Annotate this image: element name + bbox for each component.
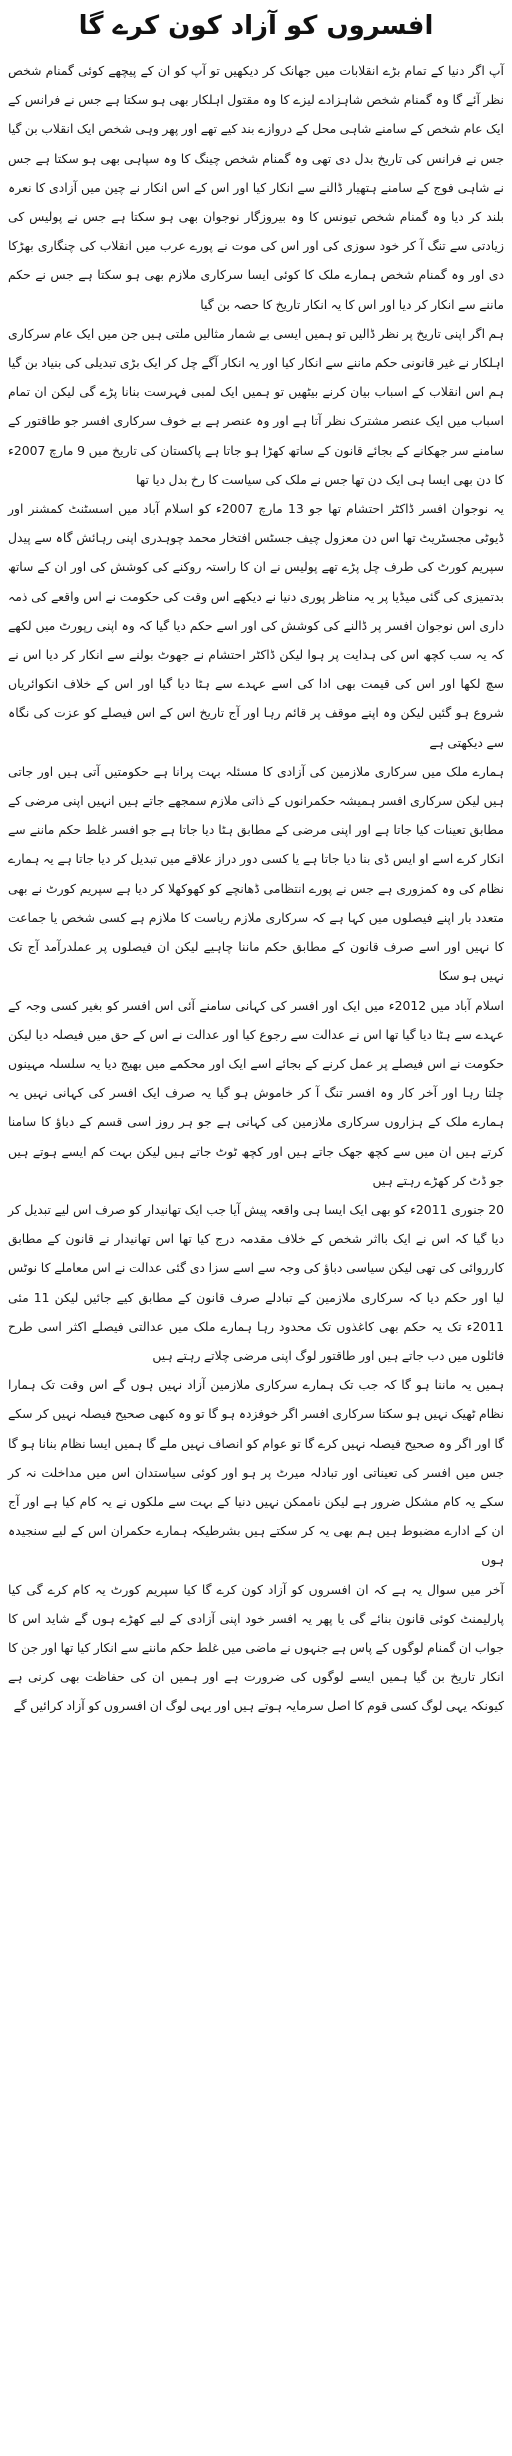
article-paragraph: آخر میں سوال یہ ہے کہ ان افسروں کو آزاد کون کرے گا کیا سپریم کورٹ یہ کام کرے گی کیا پارلیمنٹ کوئی قانون بنائے گی یا پھر یہ افسر خود اپنی آزادی کے لیے کھڑے ہوں گے شاید اس کا جواب ان گمنام لوگوں کے پاس ہے جنہوں نے ماضی میں غلط حکم ماننے سے انکار کیا تھا اور جن کا انکار تاریخ بن گیا ہمیں ایسے لوگوں کی ضرورت ہے اور ہمیں ان کی حفاظت بھی کرنی ہے کیونکہ یہی لوگ کسی قوم کا اصل سرمایہ ہوتے ہیں اور یہی لوگ ان افسروں کو آزاد کرائیں گے [8, 1581, 504, 1714]
article-paragraph: ہمارے ملک میں سرکاری ملازمین کی آزادی کا مسئلہ بہت پرانا ہے حکومتیں آتی ہیں اور جاتی ہیں لیکن سرکاری افسر ہمیشہ حکمرانوں کے ذاتی ملازم سمجھے جاتے ہیں انہیں اپنی مرضی کے مطابق تعینات کیا جاتا ہے اور اپنی مرضی کے مطابق ہٹا دیا جاتا ہے جو افسر غلط حکم ماننے سے انکار کرے اسے او ایس ڈی بنا دیا جاتا ہے یا کسی دور دراز علاقے میں تبدیل کر دیا جاتا ہے یہ ہمارے نظام کی وہ کمزوری ہے جس نے پورے انتظامی ڈھانچے کو کھوکھلا کر دیا ہے سپریم کورٹ نے بھی متعدد بار اپنے فیصلوں میں کہا ہے کہ سرکاری ملازم ریاست کا ملازم ہے کسی شخص یا جماعت کا نہیں اور اسے صرف قانون کے مطابق حکم ماننا چاہیے لیکن ان فیصلوں پر عملدرآمد آج تک نہیں ہو سکا [8, 763, 504, 984]
article-body [8, 56, 504, 1721]
article-paragraph: اسلام آباد میں 2012ء میں ایک اور افسر کی کہانی سامنے آئی اس افسر کو بغیر کسی وجہ کے عہدے سے ہٹا دیا گیا تھا اس نے عدالت سے رجوع کیا اور عدالت نے اس کے حق میں فیصلہ دیا لیکن حکومت نے اس فیصلے پر عمل کرنے کے بجائے اسے ایک اور محکمے میں بھیج دیا یہ سلسلہ مہینوں چلتا رہا اور آخر کار وہ افسر تنگ آ کر خاموش ہو گیا یہ صرف ایک افسر کی کہانی نہیں یہ ہمارے ملک کے ہزاروں سرکاری ملازمین کی کہانی ہے جو ہر روز اسی قسم کے دباؤ کا سامنا کرتے ہیں ان میں سے کچھ جھک جاتے ہیں اور کچھ ٹوٹ جاتے ہیں لیکن بہت کم ایسے ہوتے ہیں جو ڈٹ کر کھڑے رہتے ہیں [8, 997, 504, 1188]
article-paragraph: آپ اگر دنیا کے تمام بڑے انقلابات میں جھانک کر دیکھیں تو آپ کو ان کے پیچھے کوئی گمنام شخص نظر آئے گا وہ گمنام شخص شاہزادے لیزے کا وہ مقتول اہلکار بھی ہو سکتا ہے جس نے فرانس کے ایک عام شخص کے سامنے شاہی محل کے دروازے بند کیے تھے اور پھر وہی شخص ایک انقلاب بن گیا جس نے فرانس کی تاریخ بدل دی تھی وہ گمنام شخص چینگ کا وہ سپاہی بھی ہو سکتا ہے جس نے شاہی فوج کے سامنے ہتھیار ڈالنے سے انکار کیا اور اس کے اس انکار نے چین میں آزادی کا نعرہ بلند کر دیا وہ گمنام شخص تیونس کا وہ بیروزگار نوجوان بھی ہو سکتا ہے جس نے پولیس کی زیادتی سے تنگ آ کر خود سوزی کی اور اس کی موت نے پورے عرب میں انقلاب کی چنگاری بھڑکا دی اور وہ گمنام شخص ہمارے ملک کا کوئی ایسا سرکاری ملازم بھی ہو سکتا ہے جس نے حکم ماننے سے انکار کر دیا اور اس کا یہ انکار تاریخ کا حصہ بن گیا [8, 63, 504, 312]
article-paragraph: ہمیں یہ ماننا ہو گا کہ جب تک ہمارے سرکاری ملازمین آزاد نہیں ہوں گے اس وقت تک ہمارا نظام ٹھیک نہیں ہو سکتا سرکاری افسر اگر خوفزدہ ہو گا تو وہ کبھی صحیح فیصلہ نہیں کر سکے گا اور اگر وہ صحیح فیصلہ نہیں کرے گا تو عوام کو انصاف نہیں ملے گا ہمیں ایسا نظام بنانا ہو گا جس میں افسر کی تعیناتی اور تبادلہ میرٹ پر ہو اور کوئی سیاستدان اس میں مداخلت نہ کر سکے یہ کام مشکل ضرور ہے لیکن ناممکن نہیں دنیا کے بہت سے ملکوں نے یہ کام کیا ہے اور آج ان کے ادارے مضبوط ہیں ہم بھی یہ کر سکتے ہیں بشرطیکہ ہمارے حکمران اس کے لیے سنجیدہ ہوں [8, 1377, 504, 1568]
article-paragraph: ہم اگر اپنی تاریخ پر نظر ڈالیں تو ہمیں ایسی بے شمار مثالیں ملتی ہیں جن میں ایک عام سرکاری اہلکار نے غیر قانونی حکم ماننے سے انکار کیا اور یہ انکار آگے چل کر ایک بڑی تبدیلی کی بنیاد بن گیا ہم اس انقلاب کے اسباب بیان کرنے بیٹھیں تو ہمیں ایک لمبی فہرست بنانا پڑے گی لیکن ان تمام اسباب میں ایک عنصر مشترک نظر آتا ہے اور وہ عنصر ہے بے خوف سرکاری افسر جو طاقتور کے سامنے سر جھکانے کے بجائے قانون کے ساتھ کھڑا ہو جاتا ہے پاکستان کی تاریخ میں 9 مارچ 2007ء کا دن بھی ایسا ہی ایک دن تھا جس نے ملک کی سیاست کا رخ بدل دیا تھا [8, 325, 504, 487]
article-headline: افسروں کو آزاد کون کرے گا [78, 11, 434, 41]
article-paragraph: یہ نوجوان افسر ڈاکٹر احتشام تھا جو 13 مارچ 2007ء کو اسلام آباد میں اسسٹنٹ کمشنر اور ڈیوٹی مجسٹریٹ تھا اس دن معزول چیف جسٹس افتخار محمد چوہدری اپنی رہائش گاہ سے پیدل سپریم کورٹ کی طرف چل پڑے تھے پولیس نے ان کا راستہ روکنے کی کوشش کی اور ان کے ساتھ بدتمیزی کی گئی میڈیا پر یہ مناظر پوری دنیا نے دیکھے اس وقت کی حکومت نے اس واقعے کی ذمہ داری اس نوجوان افسر پر ڈالنے کی کوشش کی اور اسے حکم دیا گیا کہ وہ اپنی رپورٹ میں لکھے کہ یہ سب کچھ اس کی ہدایت پر ہوا لیکن ڈاکٹر احتشام نے جھوٹ بولنے سے انکار کر دیا اس نے سچ لکھا اور اس کی قیمت بھی ادا کی اسے عہدے سے ہٹا دیا گیا اور اس کے خلاف انکوائریاں شروع ہو گئیں لیکن وہ اپنے موقف پر قائم رہا اور آج تاریخ اس کے اس فیصلے کو عزت کی نگاہ سے دیکھتی ہے [8, 501, 504, 750]
article-paragraph: 20 جنوری 2011ء کو بھی ایک ایسا ہی واقعہ پیش آیا جب ایک تھانیدار کو صرف اس لیے تبدیل کر دیا گیا کہ اس نے ایک بااثر شخص کے خلاف مقدمہ درج کیا تھا اس تھانیدار نے قانون کے مطابق کارروائی کی تھی لیکن سیاسی دباؤ کی وجہ سے اسے سزا دی گئی عدالت نے اس معاملے کا نوٹس لیا اور حکم دیا کہ سرکاری ملازمین کے تبادلے صرف قانون کے مطابق کیے جائیں لیکن 11 مئی 2011ء تک یہ حکم بھی کاغذوں تک محدود رہا ہمارے ملک میں عدالتی فیصلے اکثر اسی طرح فائلوں میں دب جاتے ہیں اور طاقتور لوگ اپنی مرضی چلاتے رہتے ہیں [8, 1201, 505, 1363]
